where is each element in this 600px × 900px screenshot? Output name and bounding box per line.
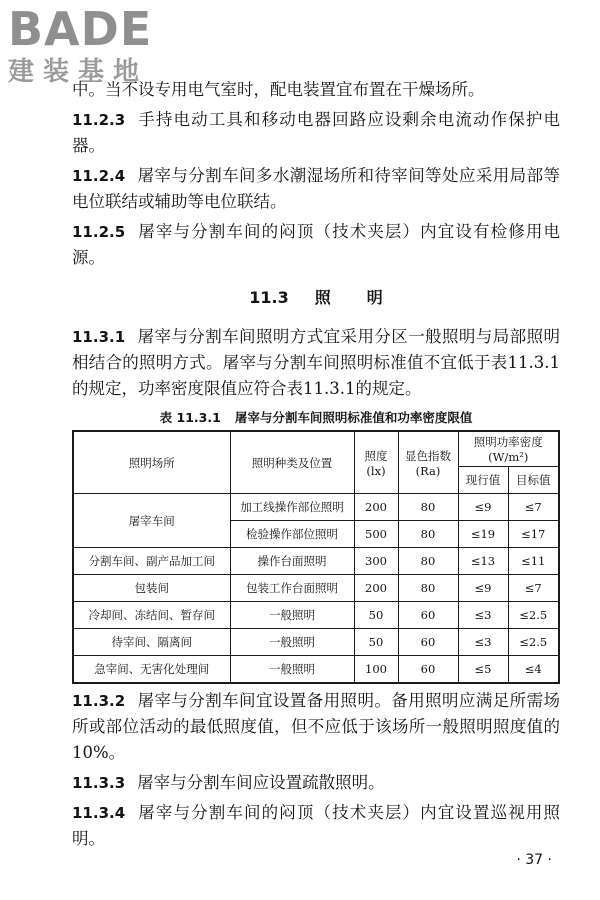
cell-place: 屠宰车间 xyxy=(73,494,230,548)
cell-type: 一般照明 xyxy=(230,602,354,629)
cell-ra: 80 xyxy=(398,521,458,548)
cell-type: 包装工作台面照明 xyxy=(230,575,354,602)
section-heading: 11.3 照 明 xyxy=(249,288,383,307)
table-row xyxy=(73,629,559,656)
cell-lux: 300 xyxy=(354,548,398,575)
cell-ra: 80 xyxy=(398,548,458,575)
cell-lux: 100 xyxy=(354,656,398,684)
table-row xyxy=(73,548,559,575)
clause-number: 11.2.5 xyxy=(72,223,126,241)
cell-current: ≤9 xyxy=(458,575,508,602)
table-row xyxy=(73,494,559,521)
clause-11-3-1 xyxy=(72,324,560,402)
cell-type: 检验操作部位照明 xyxy=(230,521,354,548)
table-caption: 表 11.3.1 屠宰与分割车间照明标准值和功率密度限值 xyxy=(159,410,473,425)
clause-11-3-3 xyxy=(72,770,560,796)
table-row xyxy=(73,656,559,684)
cell-type: 加工线操作部位照明 xyxy=(230,494,354,521)
cell-current: ≤3 xyxy=(458,602,508,629)
cell-target: ≤11 xyxy=(508,548,559,575)
cell-place: 冷却间、冻结间、暂存间 xyxy=(73,602,230,629)
watermark-logo xyxy=(8,4,178,88)
logo-brand: BADE xyxy=(8,2,153,56)
clause-text: 屠宰与分割车间的闷顶（技术夹层）内宜设有检修用电源。 xyxy=(72,222,560,267)
cell-type: 一般照明 xyxy=(230,656,354,684)
page-content xyxy=(72,77,560,852)
cell-type: 操作台面照明 xyxy=(230,548,354,575)
cell-place: 急宰间、无害化处理间 xyxy=(73,656,230,684)
clause-number: 11.3.1 xyxy=(72,328,126,346)
table-row xyxy=(73,575,559,602)
header-current: 现行值 xyxy=(458,467,508,494)
cell-ra: 60 xyxy=(398,656,458,684)
cell-lux: 500 xyxy=(354,521,398,548)
clause-number: 11.3.4 xyxy=(72,804,126,822)
cell-lux: 200 xyxy=(354,575,398,602)
cell-lux: 50 xyxy=(354,602,398,629)
paragraph-continuation: 中。当不设专用电气室时，配电装置宜布置在干燥场所。 xyxy=(72,80,485,99)
cell-target: ≤17 xyxy=(508,521,559,548)
cell-current: ≤19 xyxy=(458,521,508,548)
clause-11-3-4 xyxy=(72,800,560,852)
cell-lux: 200 xyxy=(354,494,398,521)
cell-target: ≤7 xyxy=(508,575,559,602)
cell-current: ≤13 xyxy=(458,548,508,575)
clause-number: 11.2.3 xyxy=(72,111,126,129)
cell-target: ≤2.5 xyxy=(508,629,559,656)
lighting-standard-table xyxy=(72,430,560,684)
cell-place: 分割车间、副产品加工间 xyxy=(73,548,230,575)
clause-text: 屠宰与分割车间照明方式宜采用分区一般照明与局部照明相结合的照明方式。屠宰与分割车间照明标准值不宜低于表11.3.1的规定，功率密度限值应符合表11.3.1的规定。 xyxy=(72,327,560,398)
clause-number: 11.3.3 xyxy=(72,774,126,792)
header-lux: 照度 (lx) xyxy=(354,431,398,494)
cell-ra: 80 xyxy=(398,575,458,602)
cell-type: 一般照明 xyxy=(230,629,354,656)
cell-ra: 60 xyxy=(398,629,458,656)
cell-place: 包装间 xyxy=(73,575,230,602)
clause-text: 屠宰与分割车间应设置疏散照明。 xyxy=(137,773,385,792)
cell-current: ≤9 xyxy=(458,494,508,521)
header-place: 照明场所 xyxy=(73,431,230,494)
clause-11-2-3 xyxy=(72,107,560,159)
header-target: 目标值 xyxy=(508,467,559,494)
clause-11-3-2 xyxy=(72,688,560,766)
clause-text: 屠宰与分割车间宜设置备用照明。备用照明应满足所需场所或部位活动的最低照度值，但不应低于该场所一般照明照度值的10%。 xyxy=(72,691,560,762)
cell-current: ≤5 xyxy=(458,656,508,684)
cell-lux: 50 xyxy=(354,629,398,656)
header-power-density: 照明功率密度 (W/m²) xyxy=(458,431,559,467)
clause-number: 11.3.2 xyxy=(72,692,126,710)
header-ra: 显色指数 (Ra) xyxy=(398,431,458,494)
cell-target: ≤7 xyxy=(508,494,559,521)
cell-target: ≤2.5 xyxy=(508,602,559,629)
clause-11-2-5 xyxy=(72,219,560,271)
cell-ra: 60 xyxy=(398,602,458,629)
clause-text: 屠宰与分割车间的闷顶（技术夹层）内宜设置巡视用照明。 xyxy=(72,803,560,848)
clause-number: 11.2.4 xyxy=(72,167,126,185)
cell-current: ≤3 xyxy=(458,629,508,656)
table-row xyxy=(73,602,559,629)
clause-text: 手持电动工具和移动电器回路应设剩余电流动作保护电器。 xyxy=(72,110,560,155)
clause-11-2-4 xyxy=(72,163,560,215)
cell-place: 待宰间、隔离间 xyxy=(73,629,230,656)
header-type: 照明种类及位置 xyxy=(230,431,354,494)
logo-subtitle: 建装基地 xyxy=(8,57,149,87)
clause-text: 屠宰与分割车间多水潮湿场所和待宰间等处应采用局部等电位联结或辅助等电位联结。 xyxy=(72,166,560,211)
cell-ra: 80 xyxy=(398,494,458,521)
cell-target: ≤4 xyxy=(508,656,559,684)
page-number: · 37 · xyxy=(516,852,552,868)
